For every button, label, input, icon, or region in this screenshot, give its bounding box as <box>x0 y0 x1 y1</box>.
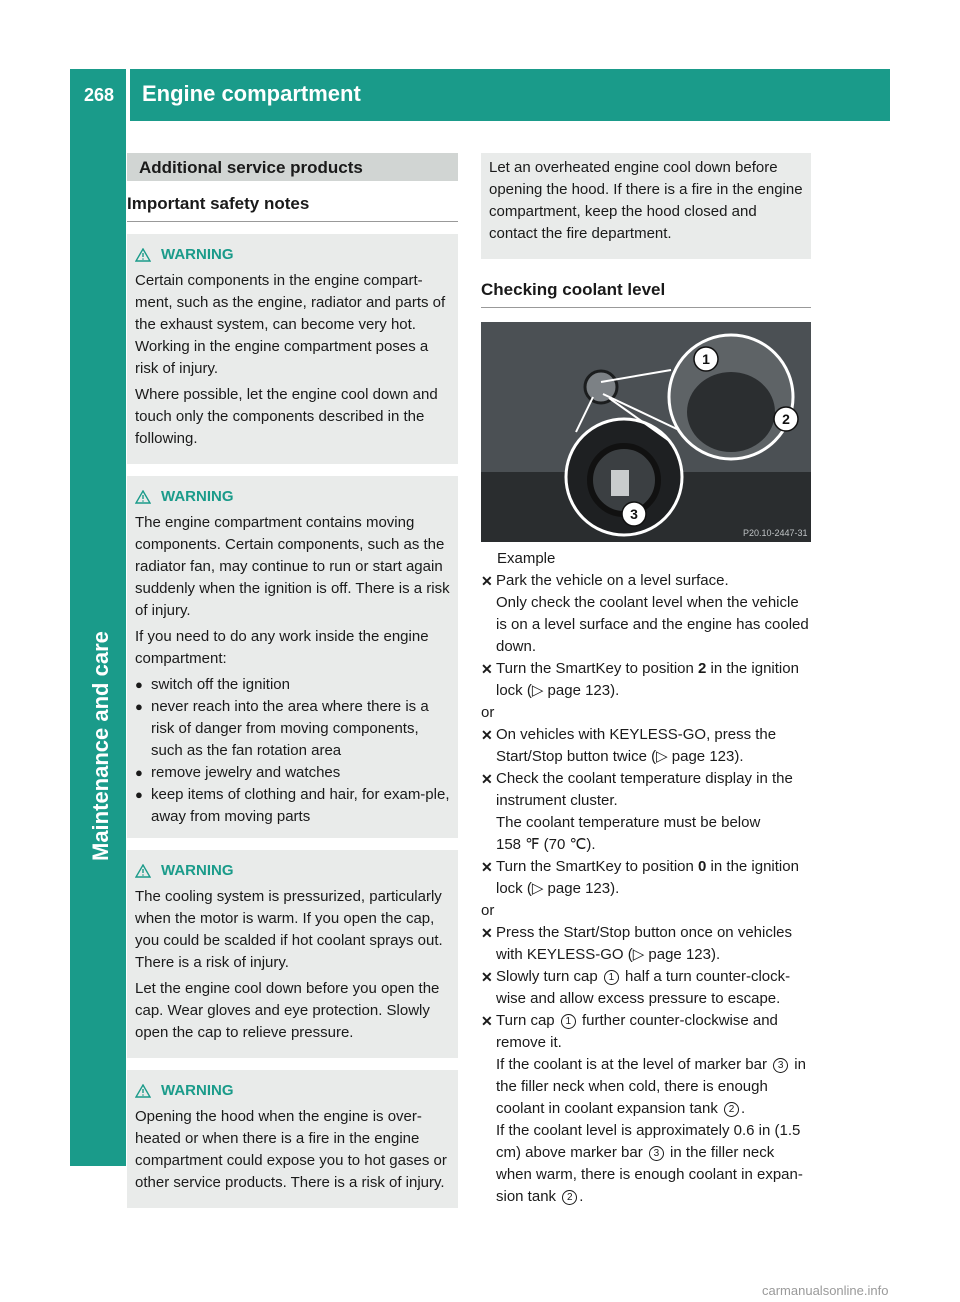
marker-1-icon: 1 <box>604 970 619 985</box>
warning-text: The engine compartment contains moving components. Certain components, such as the radiator fan, may continue to run or start again suddenly when the ignition is off. There is a risk of injury. <box>135 514 450 619</box>
marker-1-icon <box>694 347 718 371</box>
side-tab-label: Maintenance and care <box>88 631 113 861</box>
warning-text: If you need to do any work inside the engine compartment: <box>135 628 429 667</box>
warning-text: Certain components in the engine compart-ment, such as the engine, radiator and parts of the exhaust system, can become very hot. Working in the engine compartment poses a risk of injury. <box>135 272 446 377</box>
warning-box-4 <box>127 1070 458 1208</box>
or-text: or <box>481 902 495 919</box>
step-item: ✕ Turn the SmartKey to position 2 in the ignition lock (▷ page 123). <box>481 660 799 699</box>
svg-text:3: 3 <box>630 506 638 522</box>
marker-3-icon: 3 <box>773 1058 788 1073</box>
section-title: Additional service products <box>127 153 458 181</box>
svg-text:1: 1 <box>702 351 710 367</box>
footer-watermark: carmanualsonline.info <box>762 1283 889 1298</box>
warning-triangle-icon <box>135 1084 151 1098</box>
page-number: 268 <box>84 85 115 105</box>
warning-box-2 <box>127 476 458 838</box>
warning-triangle-icon <box>135 248 151 262</box>
or-text: or <box>481 704 495 721</box>
page-header <box>70 69 890 121</box>
marker-3-icon: 3 <box>649 1146 664 1161</box>
header-separator <box>126 69 130 121</box>
step-item: ✕ Press the Start/Stop button once on vehicles with KEYLESS-GO (▷ page 123). <box>481 924 793 963</box>
step-item: ✕ Park the vehicle on a level surface. Only check the coolant level when the vehicle is on a level surface and the engine has cooled down. <box>481 572 809 655</box>
image-code: P20.10-2447-31 <box>743 528 808 538</box>
warning-text: Let the engine cool down before you open the cap. Wear gloves and eye protection. Slowly open the cap to relieve pressure. <box>135 980 440 1041</box>
side-tab <box>70 121 126 1166</box>
warning-box-1 <box>127 234 458 464</box>
step-item: ✕ Check the coolant temperature display in the instrument cluster. The coolant temperature must be below 158 ℉ (70 ℃). <box>481 770 793 853</box>
list-item: ● switch off the ignition <box>135 676 290 693</box>
step-item: ✕ Turn cap 1 further counter-clockwise and remove it. If the coolant is at the level of marker bar 3 in the filler neck when cold, there is enough coolant in coolant expansion tank 2 . If the coolant level is approximately 0.6 in (1.5 cm) above marker bar 3 in the filler neck when warm, there is enough coolant in expan-sion tank 2 . <box>481 1012 806 1205</box>
warning-title: WARNING <box>135 1080 450 1102</box>
warning-triangle-icon <box>135 864 151 878</box>
engine-compartment-photo <box>481 322 811 542</box>
list-item: ● keep items of clothing and hair, for exam-ple, away from moving parts <box>135 786 450 825</box>
marker-2-icon: 2 <box>562 1190 577 1205</box>
warning-box-continued <box>481 153 811 259</box>
marker-2-icon: 2 <box>724 1102 739 1117</box>
marker-3-icon <box>622 502 646 526</box>
warning-title: WARNING <box>135 486 450 508</box>
marker-2-icon <box>774 407 798 431</box>
subheading-coolant: Checking coolant level <box>481 279 811 308</box>
warning-title: WARNING <box>135 244 450 266</box>
image-caption: Example <box>497 550 556 567</box>
marker-1-icon: 1 <box>561 1014 576 1029</box>
warning-title: WARNING <box>135 860 450 882</box>
chapter-title: Engine compartment <box>142 81 361 106</box>
subheading-safety: Important safety notes <box>127 193 458 222</box>
warning-text: Opening the hood when the engine is over-heated or when there is a fire in the engine compartment could expose you to hot gases or other service products. There is a risk of injury. <box>135 1108 447 1191</box>
warning-triangle-icon <box>135 490 151 504</box>
left-column <box>127 153 458 1208</box>
warning-text: Where possible, let the engine cool down and touch only the components described in the following. <box>135 386 438 447</box>
warning-text: The cooling system is pressurized, particularly when the motor is warm. If you open the cap, you could be scalded if hot coolant sprays out. There is a risk of injury. <box>135 888 443 971</box>
step-item: ✕ On vehicles with KEYLESS-GO, press the Start/Stop button twice (▷ page 123). <box>481 726 777 765</box>
warning-box-3 <box>127 850 458 1058</box>
svg-text:2: 2 <box>782 411 790 427</box>
warning-text: Let an overheated engine cool down before opening the hood. If there is a fire in the engine compartment, keep the hood closed and contact the fire department. <box>489 159 803 242</box>
step-item: ✕ Slowly turn cap 1 half a turn counter-clock-wise and allow excess pressure to escape. <box>481 968 791 1007</box>
list-item: ● remove jewelry and watches <box>135 764 341 781</box>
step-item: ✕ Turn the SmartKey to position 0 in the ignition lock (▷ page 123). <box>481 858 799 897</box>
right-column <box>481 153 811 1208</box>
list-item: ● never reach into the area where there is a risk of danger from moving components, such as the fan rotation area <box>135 698 429 759</box>
engine-illustration <box>481 322 811 542</box>
